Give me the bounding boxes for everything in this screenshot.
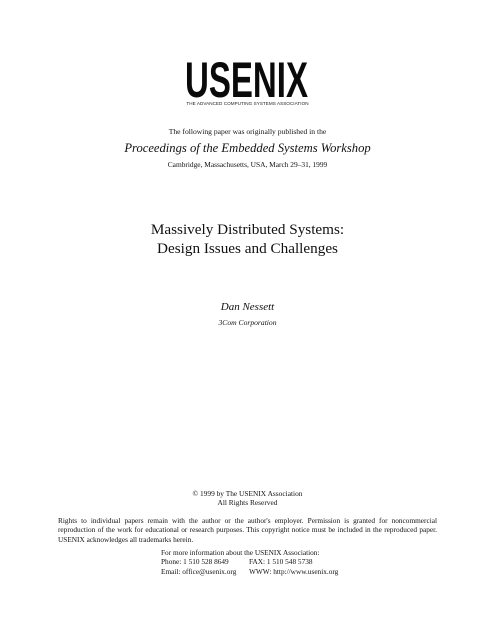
paper-title-line-1: Massively Distributed Systems:: [150, 221, 345, 238]
paper-title: [0, 220, 495, 258]
proceedings-title: Proceedings of the Embedded Systems Workshop: [124, 141, 371, 155]
contact-row-email: [161, 567, 381, 576]
copyright-line-1: © 1999 by The USENIX Association: [192, 489, 303, 498]
contact-www: WWW: http://www.usenix.org: [249, 566, 339, 576]
contact-email: Email: office@usenix.org: [161, 566, 237, 576]
usenix-logo: [170, 56, 325, 112]
contact-info: [161, 548, 381, 576]
paper-title-line-2: Design Issues and Challenges: [157, 240, 338, 257]
contact-heading: For more information about the USENIX Association:: [161, 548, 320, 557]
contact-fax: FAX: 1 510 548 5738: [249, 557, 313, 567]
intro-line: The following paper was originally published in the: [168, 127, 327, 136]
copyright-line-2: All Rights Reserved: [217, 498, 278, 508]
author-affiliation: 3Com Corporation: [218, 318, 277, 327]
usenix-wordmark-text: USENIX: [185, 56, 308, 100]
contact-row-phone: [161, 557, 381, 566]
author-name: Dan Nessett: [220, 301, 275, 313]
usenix-tagline: THE ADVANCED COMPUTING SYSTEMS ASSOCIATION: [186, 101, 309, 106]
rights-paragraph: Rights to individual papers remain with the author or the author's employer. Permission is granted for noncommercial reproduction of the work for educational or research purposes. This copyright notice must be included in the reproduced paper. USENIX acknowledges all trademarks herein.: [58, 516, 437, 544]
contact-phone: Phone: 1 510 528 8649: [161, 557, 229, 567]
usenix-wordmark: [184, 56, 309, 100]
copyright-notice: [0, 489, 495, 508]
conference-location: Cambridge, Massachusetts, USA, March 29–31, 1999: [167, 160, 328, 169]
